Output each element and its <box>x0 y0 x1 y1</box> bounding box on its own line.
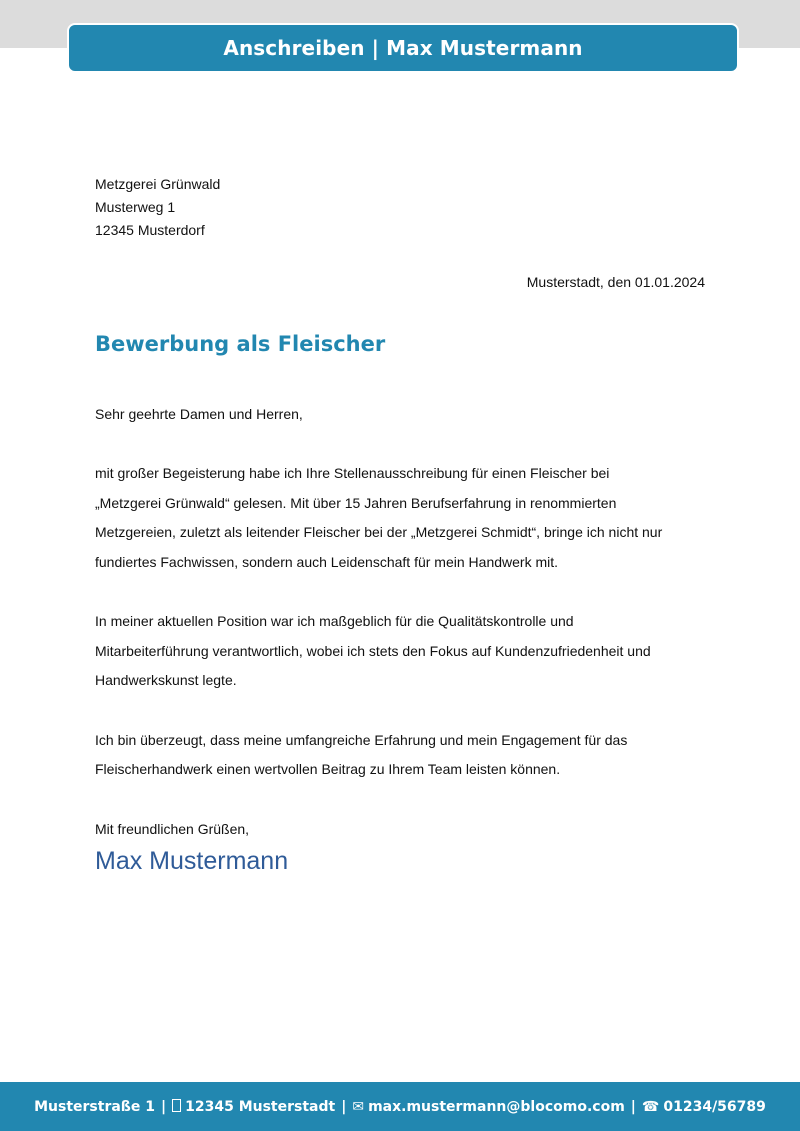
date-line: Musterstadt, den 01.01.2024 <box>526 274 705 290</box>
signature: Max Mustermann <box>95 847 289 875</box>
email-icon: ✉ <box>352 1098 365 1115</box>
closing: Mit freundlichen Grüßen, <box>95 820 250 837</box>
salutation: Sehr geehrte Damen und Herren, <box>95 406 303 422</box>
header-bar <box>67 23 739 73</box>
paragraph-line: Ich bin überzeugt, dass meine umfangreiche Erfahrung und mein Engagement für das <box>95 731 628 748</box>
footer-city: 12345 Musterstadt <box>185 1098 336 1115</box>
paragraph-2 <box>95 607 710 696</box>
footer-phone[interactable]: 01234/56789 <box>663 1098 766 1115</box>
paragraph-line: Handwerkskunst legte. <box>95 672 237 688</box>
paragraph-line: Metzgereien, zuletzt als leitender Fleischer bei der „Metzgerei Schmidt“, bringe ich nicht nur <box>95 524 663 540</box>
paragraph-line: fundiertes Fachwissen, sondern auch Leidenschaft für mein Handwerk mit. <box>95 553 559 570</box>
footer-separator: | <box>630 1098 636 1115</box>
footer-street: Musterstraße 1 <box>34 1098 155 1115</box>
paragraph-line: „Metzgerei Grünwald“ gelesen. Mit über 15 Jahren Berufserfahrung in renommierten <box>95 494 617 511</box>
recipient-address <box>95 173 220 242</box>
header-title: Anschreiben | Max Mustermann <box>223 36 583 60</box>
paragraph-line: mit großer Begeisterung habe ich Ihre Stellenausschreibung für einen Fleischer bei <box>95 465 610 481</box>
paragraph-3 <box>95 726 710 785</box>
recipient-company: Metzgerei Grünwald <box>95 176 221 192</box>
footer-bar <box>0 1082 800 1131</box>
paragraph-line: Fleischerhandwerk einen wertvollen Beitrag zu Ihrem Team leisten können. <box>95 761 561 777</box>
footer-email[interactable]: max.mustermann@blocomo.com <box>368 1098 625 1115</box>
phone-icon: ☎ <box>641 1098 660 1115</box>
paragraph-1 <box>95 459 710 577</box>
recipient-street: Musterweg 1 <box>95 199 176 215</box>
paragraph-line: Mitarbeiterführung verantwortlich, wobei ich stets den Fokus auf Kundenzufriedenheit und <box>95 642 651 659</box>
location-icon <box>172 1099 181 1115</box>
paragraph-line: In meiner aktuellen Position war ich maßgeblich für die Qualitätskontrolle und <box>95 613 574 629</box>
footer-separator: | <box>341 1098 347 1115</box>
subject-line: Bewerbung als Fleischer <box>95 332 386 356</box>
recipient-city: 12345 Musterdorf <box>95 222 205 238</box>
footer-separator: | <box>160 1098 167 1115</box>
letter-body <box>95 400 710 844</box>
